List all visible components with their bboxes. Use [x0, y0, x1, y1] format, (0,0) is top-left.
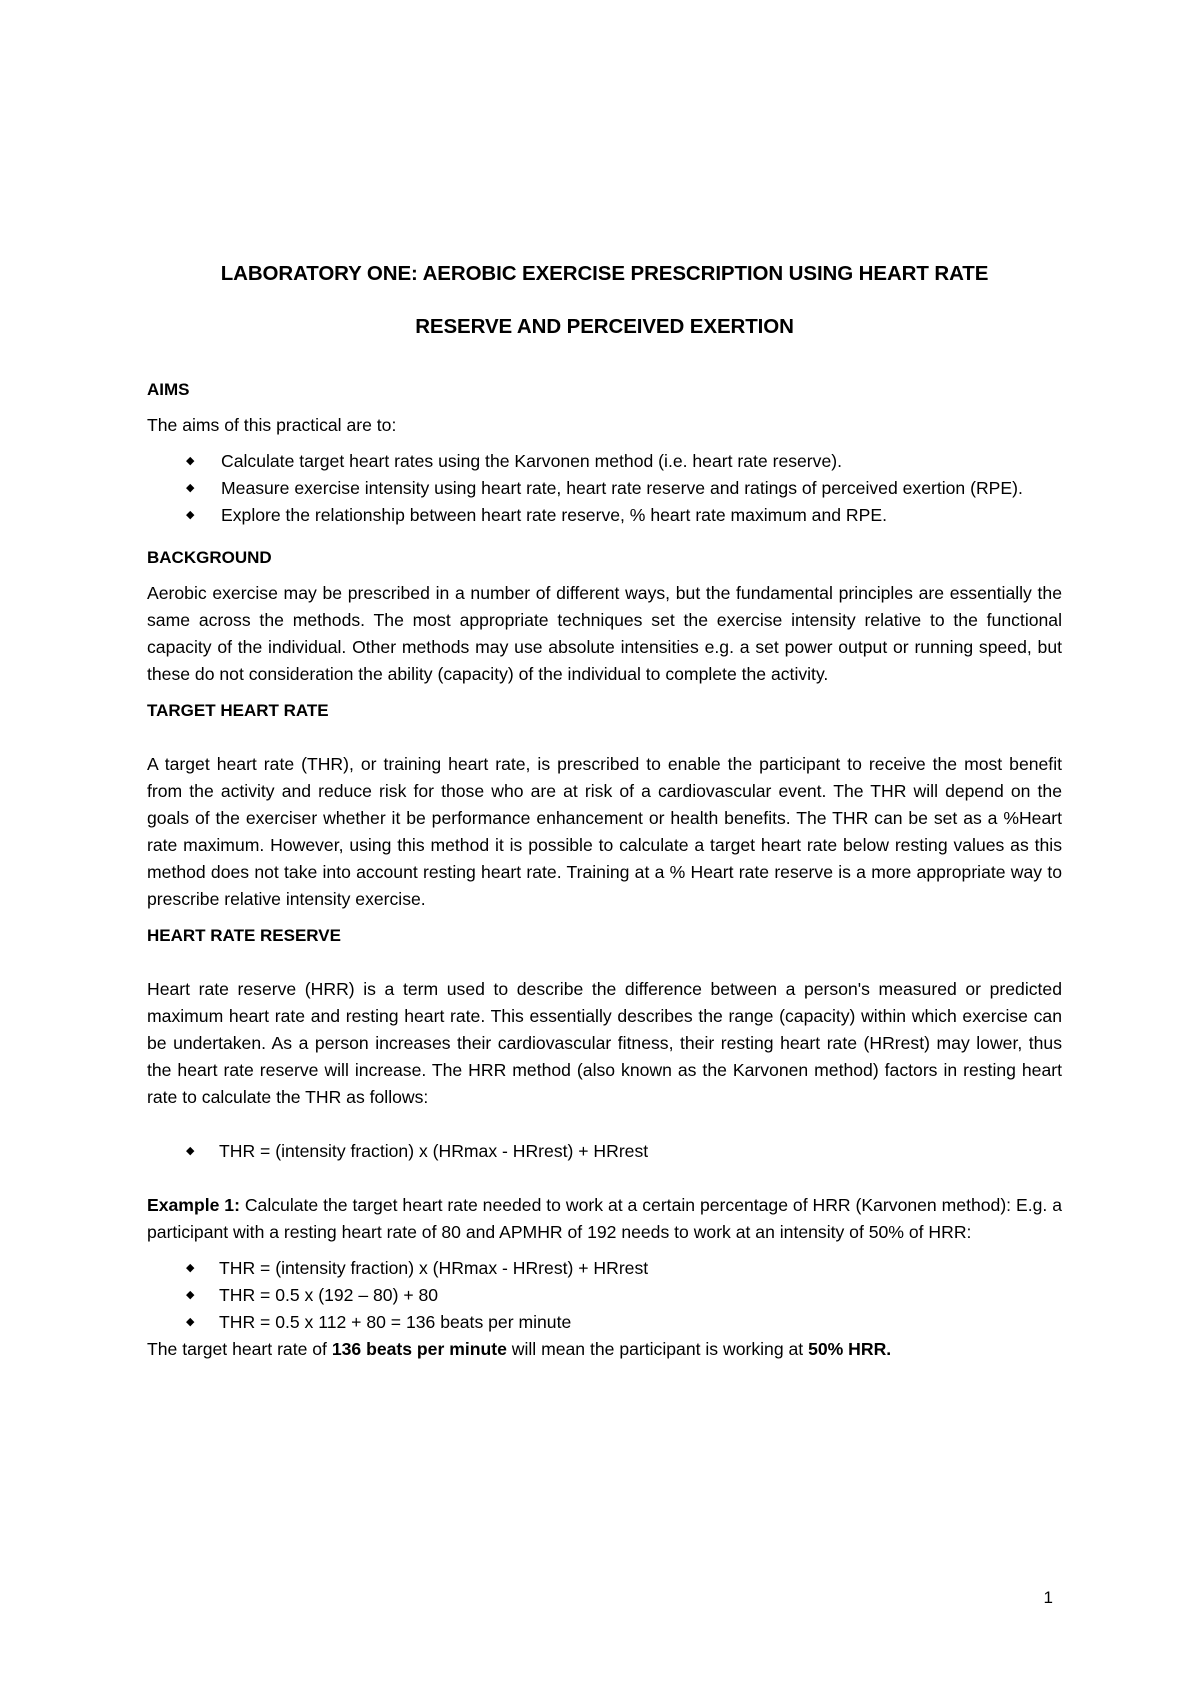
heart-rate-reserve-paragraph: Heart rate reserve (HRR) is a term used to describe the difference between a person's measured or predicted maximum heart rate and resting heart rate. This essentially describes the range (capacity) within which exercise can be undertaken. As a person increases their cardiovascular fitness, their resting heart rate (HRrest) may lower, thus the heart rate reserve will increase. The HRR method (also known as the Karvonen method) factors in resting heart rate to calculate the THR as follows:	[147, 979, 1062, 1107]
diamond-bullet-icon: ◆	[186, 482, 195, 494]
list-item	[147, 1309, 1062, 1336]
list-item	[147, 448, 1062, 475]
target-heart-rate-paragraph: A target heart rate (THR), or training heart rate, is prescribed to enable the participant to receive the most benefit from the activity and reduce risk for those who are at risk of a cardiovascular event. The THR will depend on the goals of the exerciser whether it be performance enhancement or health benefits. The THR can be set as a %Heart rate maximum. However, using this method it is possible to calculate a target heart rate below resting values as this method does not take into account resting heart rate. Training at a % Heart rate reserve is a more appropriate way to prescribe relative intensity exercise.	[147, 754, 1062, 909]
diamond-bullet-icon: ◆	[186, 1145, 195, 1157]
list-item	[147, 1138, 1062, 1165]
list-item	[147, 1282, 1062, 1309]
diamond-bullet-icon: ◆	[186, 1316, 195, 1328]
example-step: THR = 0.5 x (192 – 80) + 80	[219, 1285, 439, 1305]
aims-item-text: Calculate target heart rates using the Karvonen method (i.e. heart rate reserve).	[221, 451, 842, 471]
conclusion-bpm: 136 beats per minute	[331, 1339, 507, 1359]
example-text: Calculate the target heart rate needed to work at a certain percentage of HRR (Karvonen method): E.g. a participant with a resting heart rate of 80 and APMHR of 192 needs to work at an intensity of 50% of HRR:	[147, 1195, 1062, 1242]
example-step: THR = (intensity fraction) x (HRmax - HRrest) + HRrest	[219, 1258, 649, 1278]
hrr-formula-list	[147, 1138, 1062, 1165]
conclusion-hrr: 50% HRR.	[808, 1339, 892, 1359]
conclusion-text: The target heart rate of	[147, 1339, 332, 1359]
list-item	[147, 475, 1062, 502]
document-title-line-2: RESERVE AND PERCEIVED EXERTION	[415, 315, 794, 338]
document-title-line-1: LABORATORY ONE: AEROBIC EXERCISE PRESCRIPTION USING HEART RATE	[220, 262, 989, 285]
hrr-formula: THR = (intensity fraction) x (HRmax - HRrest) + HRrest	[219, 1141, 649, 1161]
conclusion-text: will mean the participant is working at	[506, 1339, 809, 1359]
document-page	[147, 0, 1062, 1698]
background-heading: BACKGROUND	[147, 548, 272, 567]
aims-list	[147, 448, 1062, 529]
list-item	[147, 1255, 1062, 1282]
aims-item-text: Explore the relationship between heart rate reserve, % heart rate maximum and RPE.	[221, 505, 887, 525]
page-number: 1	[1043, 1588, 1053, 1607]
aims-item-text: Measure exercise intensity using heart rate, heart rate reserve and ratings of perceived exertion (RPE).	[221, 478, 1023, 498]
document-body	[147, 376, 1062, 1363]
example-step: THR = 0.5 x 112 + 80 = 136 beats per minute	[219, 1312, 572, 1332]
diamond-bullet-icon: ◆	[186, 1289, 195, 1301]
background-paragraph: Aerobic exercise may be prescribed in a number of different ways, but the fundamental principles are essentially the same across the methods. The most appropriate techniques set the exercise intensity relative to the functional capacity of the individual. Other methods may use absolute intensities e.g. a set power output or running speed, but these do not consideration the ability (capacity) of the individual to complete the activity.	[147, 583, 1062, 684]
aims-intro: The aims of this practical are to:	[147, 415, 397, 435]
example-conclusion	[147, 1336, 1062, 1363]
diamond-bullet-icon: ◆	[186, 1262, 195, 1274]
heart-rate-reserve-heading: HEART RATE RESERVE	[147, 926, 341, 945]
diamond-bullet-icon: ◆	[186, 455, 195, 467]
example-label: Example 1:	[147, 1195, 240, 1215]
diamond-bullet-icon: ◆	[186, 509, 195, 521]
example-steps-list	[147, 1255, 1062, 1336]
target-heart-rate-heading: TARGET HEART RATE	[147, 701, 329, 720]
example-paragraph	[147, 1192, 1062, 1246]
list-item	[147, 502, 1062, 529]
aims-heading: AIMS	[147, 380, 190, 399]
